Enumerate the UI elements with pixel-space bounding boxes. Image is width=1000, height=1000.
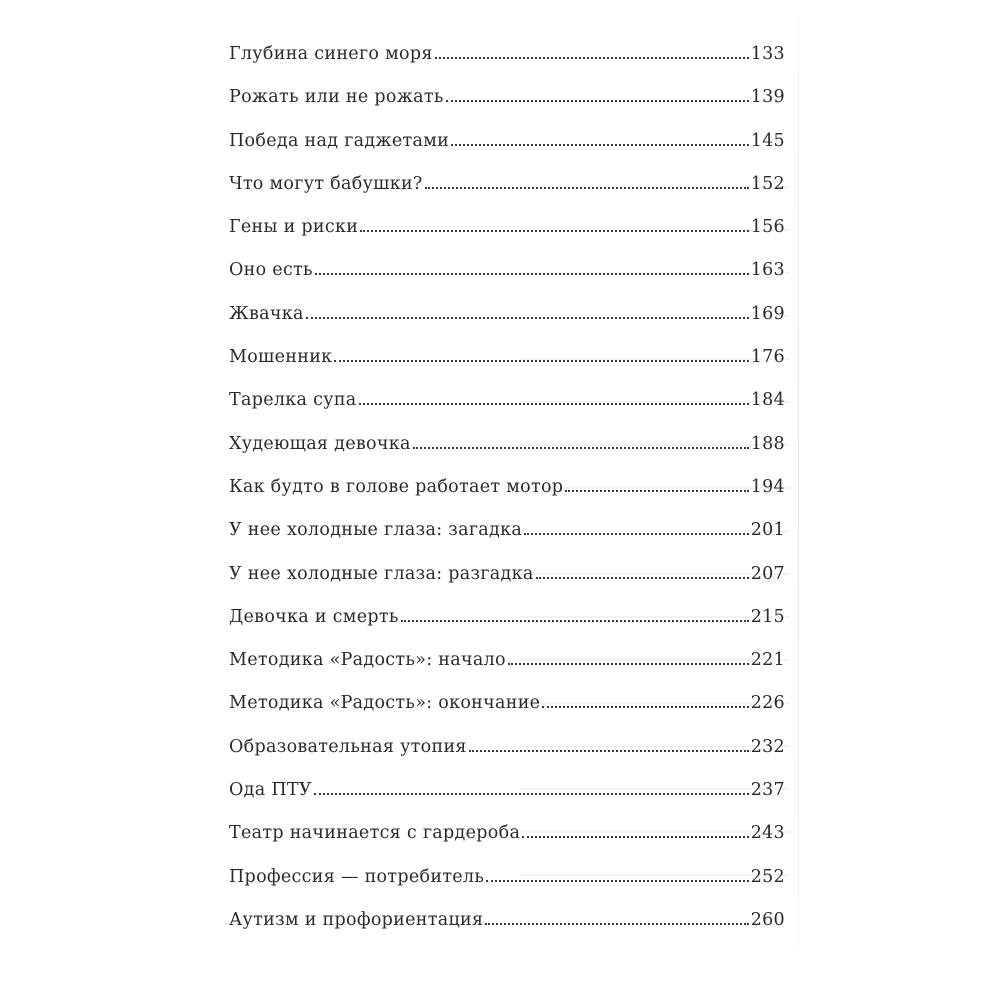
- toc-entry: [229, 861, 785, 904]
- toc-entry-page: 169: [750, 303, 785, 324]
- dot-leader: [401, 620, 749, 622]
- toc-entry-title: Как будто в голове работает мотор: [229, 476, 564, 497]
- dot-leader: [334, 360, 748, 362]
- toc-entry-title: Гены и риски: [229, 217, 359, 238]
- dot-leader: [524, 533, 749, 535]
- toc-entry-page: 152: [750, 173, 785, 194]
- dot-leader: [536, 577, 749, 579]
- toc-entry-title: Глубина синего моря: [229, 44, 433, 64]
- toc-entry-page: 184: [750, 390, 785, 411]
- dot-leader: [508, 663, 749, 665]
- toc-entry: [229, 384, 785, 427]
- dot-leader: [359, 403, 749, 405]
- toc-entry-title: Жвачка: [229, 303, 304, 324]
- toc-entry-title: Худеющая девочка: [229, 433, 411, 454]
- dot-leader: [413, 447, 749, 449]
- toc-entry: [229, 687, 785, 730]
- toc-entry-page: 156: [750, 217, 785, 238]
- toc-entry: [229, 774, 785, 817]
- toc-entry: [229, 168, 785, 211]
- toc-entry-page: 188: [750, 433, 785, 454]
- toc-entry: [229, 298, 785, 341]
- toc-entry: [229, 817, 785, 860]
- toc-entry: [229, 731, 785, 774]
- toc-entry-title: Образовательная утопия: [229, 736, 467, 757]
- toc-entry: [229, 38, 785, 81]
- toc-entry: [229, 428, 785, 471]
- toc-entry-page: 232: [750, 736, 785, 757]
- toc-entry-page: 133: [750, 44, 785, 64]
- dot-leader: [435, 57, 749, 59]
- toc-entry-title: Аутизм и профориентация: [229, 909, 484, 930]
- toc-entry: [229, 904, 785, 947]
- toc-entry-title: У нее холодные глаза: загадка: [229, 520, 523, 541]
- toc-entry-page: 176: [750, 347, 785, 368]
- toc-entry-title: Ода ПТУ: [229, 780, 312, 801]
- toc-entry-page: 145: [750, 130, 785, 151]
- toc-entry-title: Что могут бабушки?: [229, 173, 423, 194]
- toc-entry-title: Профессия — потребитель: [229, 866, 485, 887]
- dot-leader: [451, 144, 749, 146]
- dot-leader: [469, 750, 749, 752]
- toc-entry: [229, 211, 785, 254]
- toc-entry-page: 237: [750, 780, 785, 801]
- dot-leader: [425, 187, 749, 189]
- toc-entry-page: 201: [750, 520, 785, 541]
- dot-leader: [306, 317, 749, 319]
- toc-entry-page: 215: [750, 606, 785, 627]
- toc-entry: [229, 254, 785, 297]
- toc-entry: [229, 601, 785, 644]
- toc-entry-page: 207: [750, 563, 785, 584]
- toc-entry-title: Тарелка супа: [229, 390, 357, 411]
- toc-entry-title: Методика «Радость»: начало: [229, 650, 506, 671]
- toc-entry-title: Театр начинается с гардероба: [229, 823, 521, 844]
- toc-entry-page: 163: [750, 260, 785, 281]
- toc-entry-title: Рожать или не рожать: [229, 87, 444, 108]
- toc-entry-page: 260: [750, 909, 785, 930]
- dot-leader: [314, 793, 749, 795]
- toc-entry-page: 226: [750, 693, 785, 714]
- toc-entry-title: У нее холодные глаза: разгадка: [229, 563, 534, 584]
- toc-entry: [229, 644, 785, 687]
- dot-leader: [542, 706, 748, 708]
- toc-entry-title: Оно есть: [229, 260, 313, 281]
- toc-entry-page: 252: [750, 866, 785, 887]
- toc-entry-page: 221: [750, 650, 785, 671]
- toc-entry: [229, 514, 785, 557]
- toc-entry-title: Победа над гаджетами: [229, 130, 450, 151]
- toc-entry-title: Девочка и смерть: [229, 606, 399, 627]
- toc-entry: [229, 471, 785, 514]
- toc-entry: [229, 125, 785, 168]
- toc-entry-title: Методика «Радость»: окончание: [229, 693, 541, 714]
- toc-entry: [229, 558, 785, 601]
- dot-leader: [360, 230, 748, 232]
- dot-leader: [485, 923, 748, 925]
- dot-leader: [522, 836, 749, 838]
- table-of-contents: [229, 38, 785, 947]
- toc-entry: [229, 341, 785, 384]
- page-edge-shadow: [798, 20, 799, 950]
- toc-entry: [229, 81, 785, 124]
- toc-entry-page: 194: [750, 476, 785, 497]
- toc-entry-page: 243: [750, 823, 785, 844]
- dot-leader: [446, 100, 749, 102]
- dot-leader: [315, 273, 749, 275]
- toc-entry-title: Мошенник: [229, 347, 333, 368]
- dot-leader: [565, 490, 748, 492]
- dot-leader: [486, 880, 748, 882]
- toc-entry-page: 139: [750, 87, 785, 108]
